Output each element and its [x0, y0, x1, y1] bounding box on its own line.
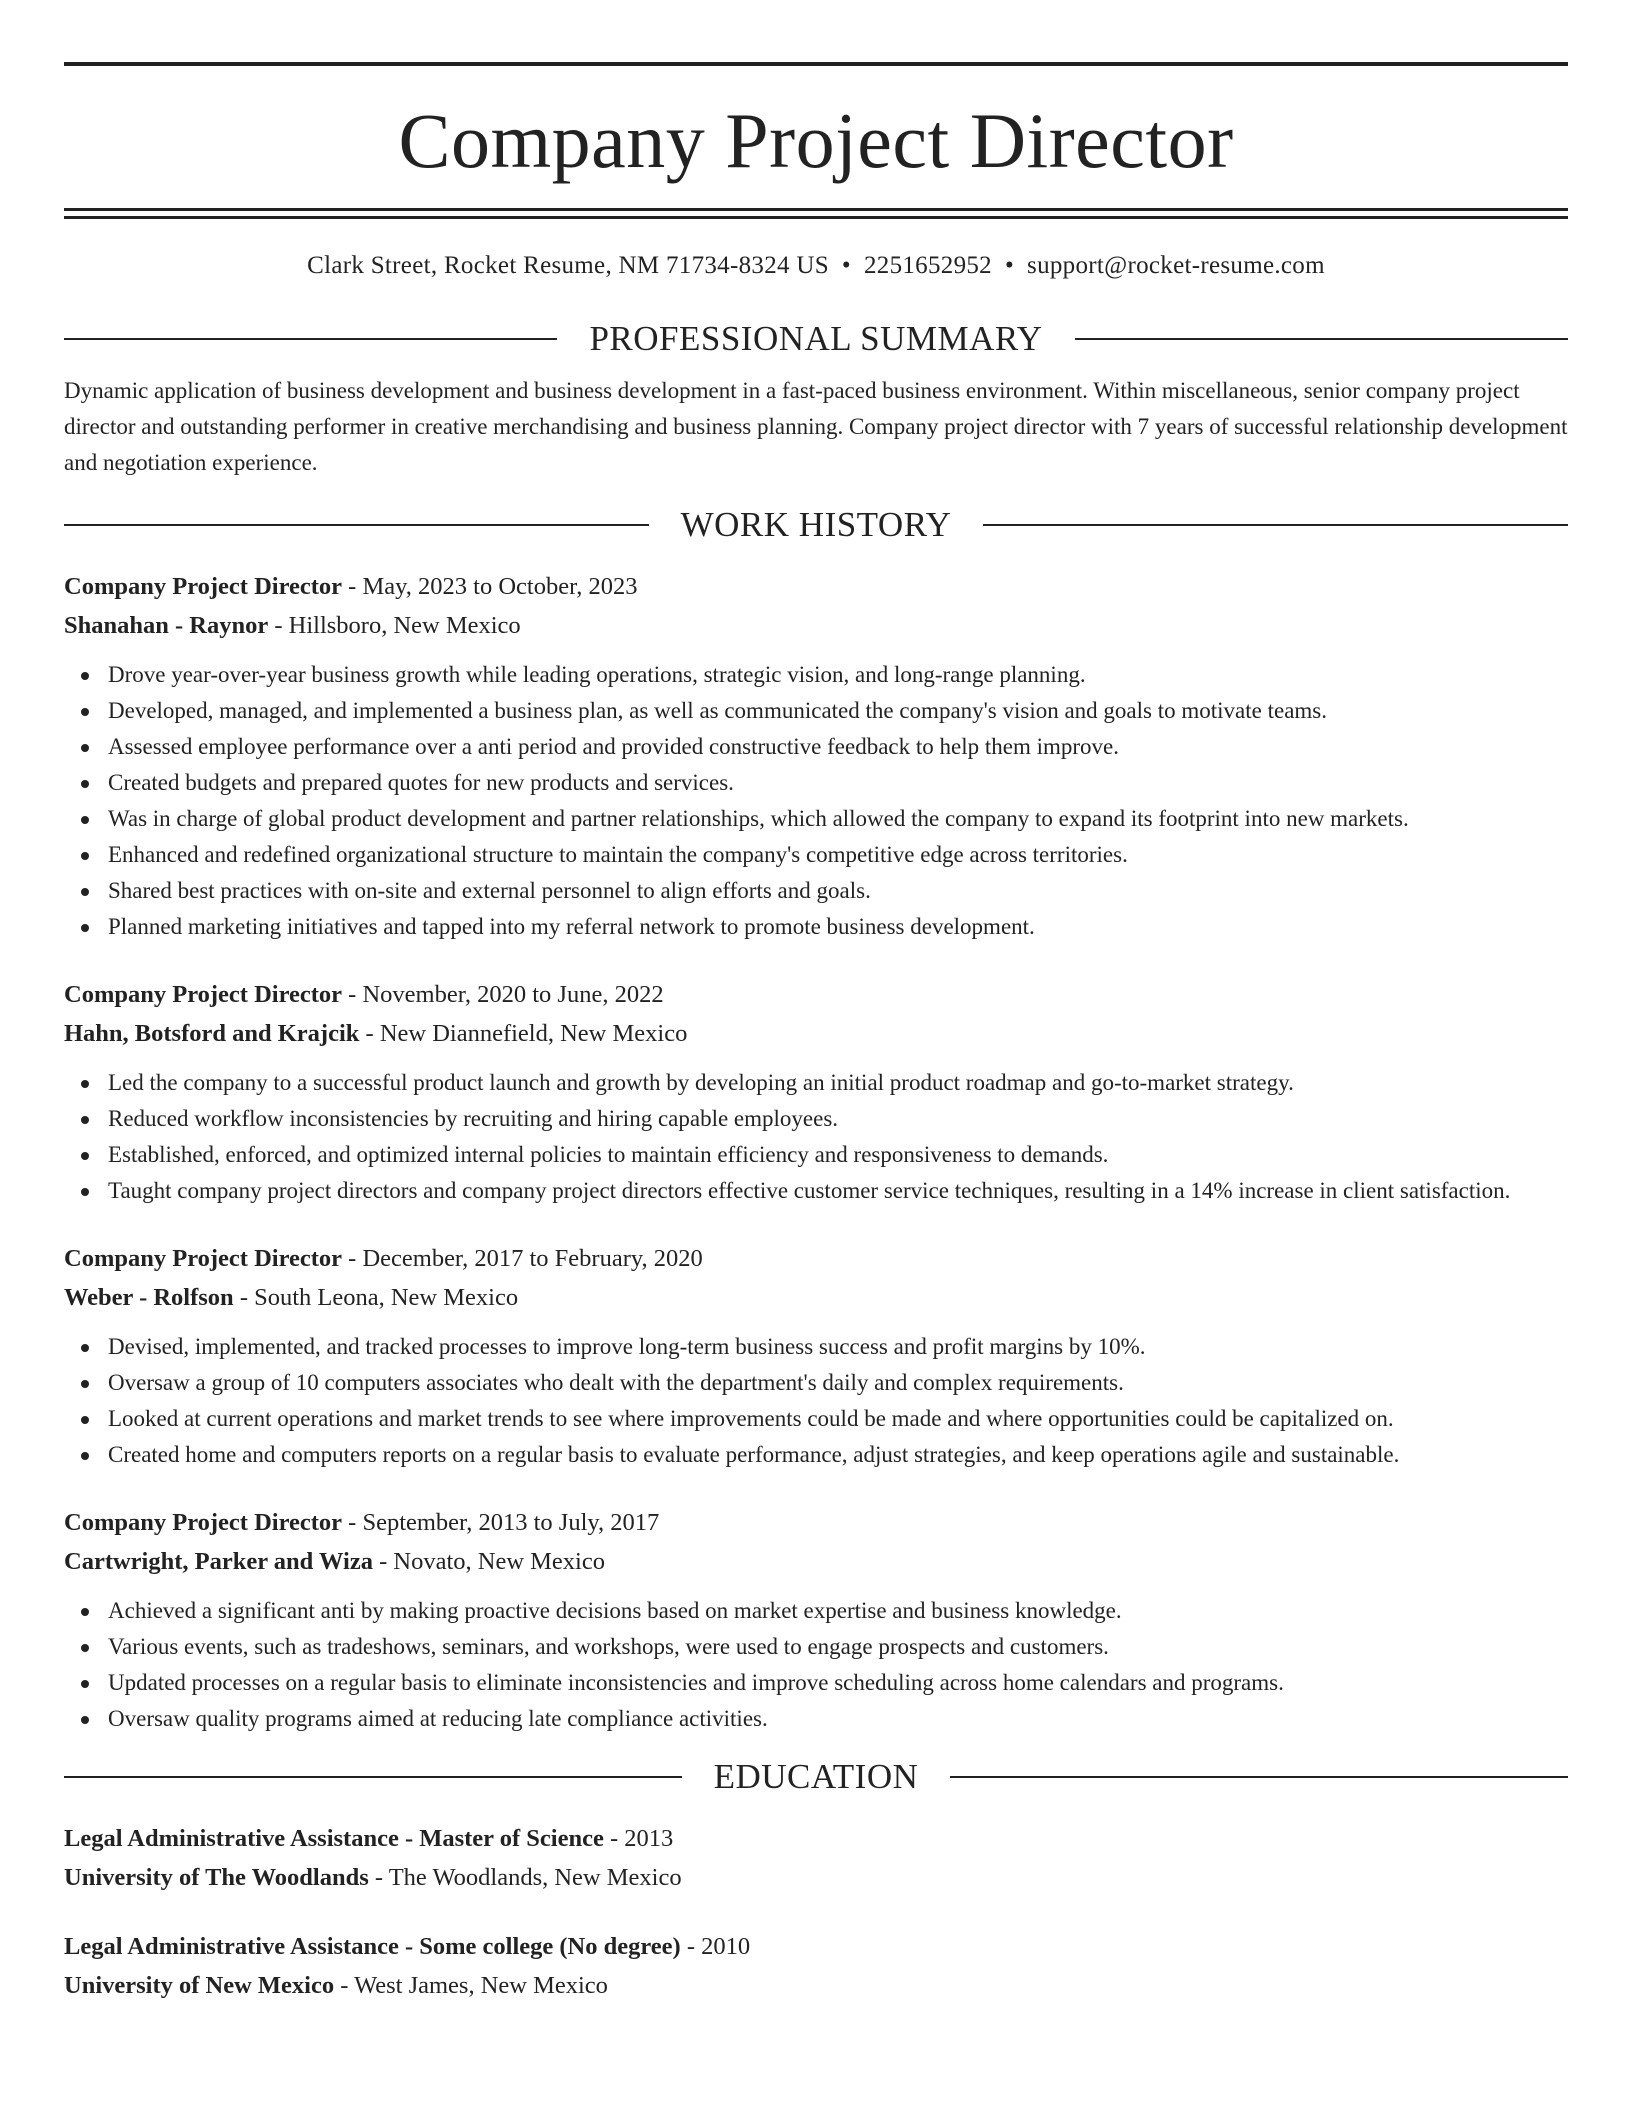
job-location: - New Diannefield, New Mexico — [359, 1020, 688, 1047]
top-rule — [64, 62, 1568, 66]
section-header-education — [64, 1755, 1568, 1799]
job-location: - Hillsboro, New Mexico — [268, 612, 521, 639]
job-title-line — [64, 975, 1568, 1014]
education-school: University of The Woodlands — [64, 1864, 369, 1891]
contact-address: Clark Street, Rocket Resume, NM 71734-8324 US — [307, 252, 829, 279]
section-header-work — [64, 503, 1568, 547]
job-bullets — [64, 1065, 1568, 1209]
section-title-education: EDUCATION — [713, 1757, 919, 1796]
job-entry — [64, 1239, 1568, 1473]
job-entry — [64, 567, 1568, 945]
contact-phone: 2251652952 — [863, 252, 992, 279]
section-title-summary: PROFESSIONAL SUMMARY — [589, 319, 1043, 358]
job-location: - Novato, New Mexico — [372, 1548, 605, 1575]
section-rule-right — [950, 1776, 1568, 1778]
job-bullet: Led the company to a successful product launch and growth by developing an initial product roadmap and go-to-market strategy. — [108, 1065, 1568, 1101]
job-bullet: Assessed employee performance over a anti period and provided constructive feedback to help them improve. — [108, 729, 1568, 765]
job-company: Hahn, Botsford and Krajcik — [64, 1020, 360, 1047]
job-entry — [64, 975, 1568, 1209]
job-bullet: Looked at current operations and market trends to see where improvements could be made and where opportunities could be capitalized on. — [108, 1401, 1568, 1437]
job-bullets — [64, 657, 1568, 945]
contact-separator: • — [841, 252, 851, 279]
section-title-work: WORK HISTORY — [680, 505, 952, 544]
job-company-line — [64, 606, 1568, 645]
job-bullet: Developed, managed, and implemented a business plan, as well as communicated the company's vision and goals to motivate teams. — [108, 693, 1568, 729]
job-bullet: Created home and computers reports on a regular basis to evaluate performance, adjust strategies, and keep operations agile and sustainable. — [108, 1437, 1568, 1473]
section-rule-left — [64, 338, 557, 340]
contact-separator: • — [1004, 252, 1015, 279]
job-title-line — [64, 567, 1568, 606]
education-year: - 2013 — [603, 1825, 674, 1852]
job-title: Company Project Director — [64, 573, 343, 600]
job-bullet: Was in charge of global product development and partner relationships, which allowed the company to expand its footprint into new markets. — [108, 801, 1568, 837]
section-header-summary — [64, 317, 1568, 361]
education-degree: Legal Administrative Assistance - Master of Science — [64, 1825, 604, 1852]
job-dates: - May, 2023 to October, 2023 — [342, 573, 638, 600]
section-rule-right — [1075, 338, 1568, 340]
education-entry — [64, 1927, 1568, 2005]
job-bullet: Established, enforced, and optimized internal policies to maintain efficiency and responsiveness to demands. — [108, 1137, 1568, 1173]
work-history — [64, 567, 1568, 1737]
job-entry — [64, 1503, 1568, 1737]
job-title-line — [64, 1503, 1568, 1542]
education-school: University of New Mexico — [64, 1972, 335, 1999]
job-company-line — [64, 1278, 1568, 1317]
contact-line — [64, 249, 1568, 283]
job-company-line — [64, 1014, 1568, 1053]
job-dates: - December, 2017 to February, 2020 — [342, 1245, 703, 1272]
job-bullet: Oversaw quality programs aimed at reducing late compliance activities. — [108, 1701, 1568, 1737]
job-bullet: Reduced workflow inconsistencies by recruiting and hiring capable employees. — [108, 1101, 1568, 1137]
section-rule-left — [64, 1776, 682, 1778]
summary-paragraph: Dynamic application of business development and business development in a fast-paced business environment. Within miscellaneous, senior company project director and outstanding performer in creative merchandising and business planning. Company project director with 7 years of successful relationship development and negotiation experience. — [64, 378, 1568, 475]
job-bullet: Drove year-over-year business growth while leading operations, strategic vision, and long-range planning. — [108, 657, 1568, 693]
job-title: Company Project Director — [64, 1509, 343, 1536]
job-bullet: Achieved a significant anti by making proactive decisions based on market expertise and business knowledge. — [108, 1593, 1568, 1629]
resume-content — [64, 62, 1568, 2005]
job-location: - South Leona, New Mexico — [233, 1284, 519, 1311]
job-bullet: Planned marketing initiatives and tapped into my referral network to promote business development. — [108, 909, 1568, 945]
job-bullet: Enhanced and redefined organizational structure to maintain the company's competitive edge across territories. — [108, 837, 1568, 873]
education-list — [64, 1819, 1568, 2005]
job-bullets — [64, 1329, 1568, 1473]
job-company: Weber - Rolfson — [64, 1284, 234, 1311]
job-bullet: Various events, such as tradeshows, seminars, and workshops, were used to engage prospects and customers. — [108, 1629, 1568, 1665]
job-title: Company Project Director — [64, 1245, 343, 1272]
job-company-line — [64, 1542, 1568, 1581]
title-double-rule — [64, 208, 1568, 219]
education-location: - The Woodlands, New Mexico — [368, 1864, 682, 1891]
education-location: - West James, New Mexico — [334, 1972, 608, 1999]
job-company: Cartwright, Parker and Wiza — [64, 1548, 373, 1575]
job-bullet: Updated processes on a regular basis to eliminate inconsistencies and improve scheduling across home calendars and programs. — [108, 1665, 1568, 1701]
job-bullet: Created budgets and prepared quotes for new products and services. — [108, 765, 1568, 801]
education-school-line — [64, 1966, 1568, 2005]
section-rule-left — [64, 524, 649, 526]
job-title-line — [64, 1239, 1568, 1278]
job-bullet: Oversaw a group of 10 computers associates who dealt with the department's daily and complex requirements. — [108, 1365, 1568, 1401]
job-bullet: Devised, implemented, and tracked processes to improve long-term business success and profit margins by 10%. — [108, 1329, 1568, 1365]
job-dates: - September, 2013 to July, 2017 — [342, 1509, 660, 1536]
education-year: - 2010 — [680, 1933, 751, 1960]
contact-email: support@rocket-resume.com — [1027, 252, 1325, 279]
job-dates: - November, 2020 to June, 2022 — [342, 981, 664, 1008]
resume-title: Company Project Director — [398, 97, 1234, 184]
job-company: Shanahan - Raynor — [64, 612, 269, 639]
job-title: Company Project Director — [64, 981, 343, 1008]
job-bullet: Shared best practices with on-site and external personnel to align efforts and goals. — [108, 873, 1568, 909]
education-school-line — [64, 1858, 1568, 1897]
job-bullet: Taught company project directors and company project directors effective customer service techniques, resulting in a 14% increase in client satisfaction. — [108, 1173, 1568, 1209]
section-rule-right — [983, 524, 1568, 526]
education-degree-line — [64, 1819, 1568, 1858]
education-entry — [64, 1819, 1568, 1897]
education-degree: Legal Administrative Assistance - Some college (No degree) — [64, 1933, 681, 1960]
job-bullets — [64, 1593, 1568, 1737]
education-degree-line — [64, 1927, 1568, 1966]
